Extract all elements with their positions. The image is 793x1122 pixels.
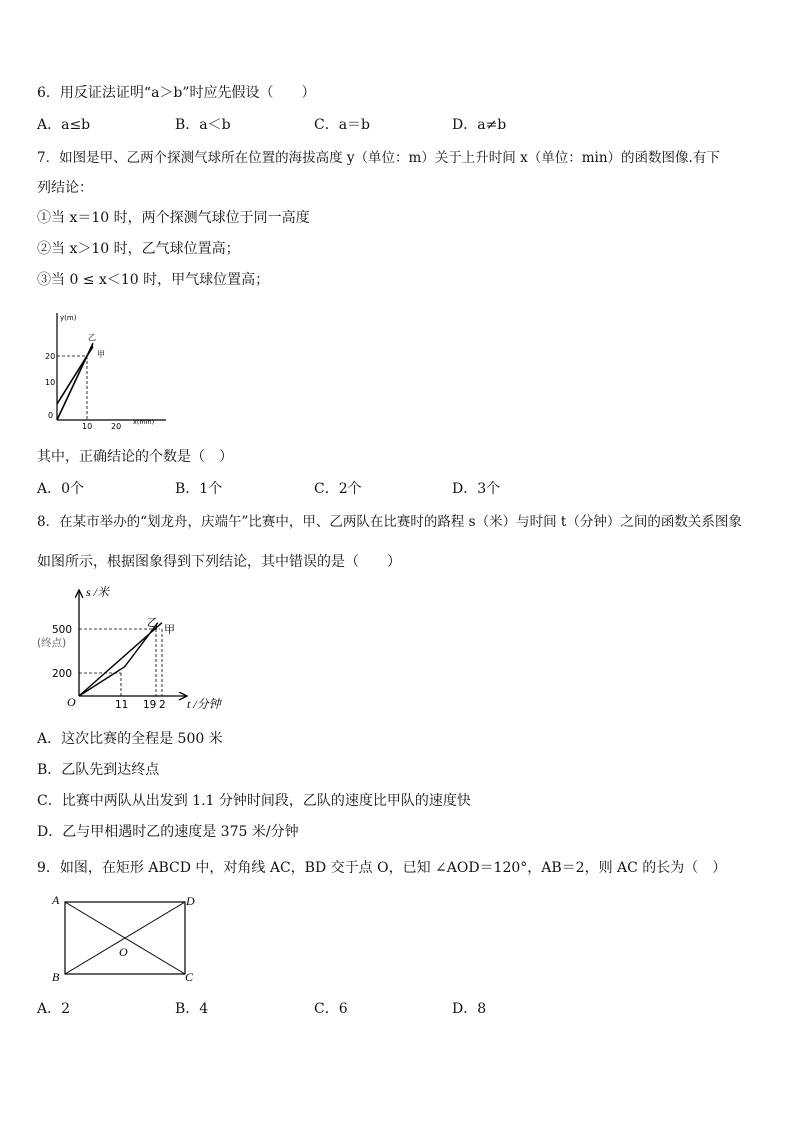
q7-label-yi: 乙 <box>88 333 96 342</box>
q7-y-axis-label: y(m) <box>60 314 77 322</box>
q8-y-axis-label: s /米 <box>86 585 110 599</box>
q7-option-d: D．3个 <box>452 481 501 497</box>
q9-option-b: B．4 <box>175 1001 209 1017</box>
q8-option-a: A．这次比赛的全程是 500 米 <box>37 731 223 747</box>
q7-stem-line2: 列结论： <box>37 180 93 196</box>
q8-x-tick-19: 19 <box>143 699 157 711</box>
q7-line-jia <box>57 343 93 420</box>
q9-rectangle-figure <box>48 890 208 985</box>
q7-x-tick-20: 20 <box>111 422 122 430</box>
q9-stem: 9．如图，在矩形 ABCD 中，对角线 AC，BD 交于点 O，已知 ∠AOD＝120°，AB＝2，则 AC 的长为（ ） <box>37 860 727 876</box>
q9-option-a: A．2 <box>37 1001 71 1017</box>
q9-option-c: C．6 <box>314 1001 348 1017</box>
q7-balloon-graph <box>38 305 178 430</box>
q7-stem-line1: 7．如图是甲、乙两个探测气球所在位置的海拔高度 y（单位：m）关于上升时间 x（单位：min）的函数图像.有下 <box>37 150 720 166</box>
q8-endpoint-note: (终点) <box>37 637 67 649</box>
q8-stem-line1: 8．在某市举办的“划龙舟，庆端午”比赛中，甲、乙两队在比赛时的路程 s（米）与时间 t（分钟）之间的函数关系图象 <box>37 514 742 530</box>
q8-option-c: C．比赛中两队从出发到 1.1 分钟时间段，乙队的速度比甲队的速度快 <box>37 793 471 809</box>
q9-vertex-d: D <box>186 894 195 908</box>
q7-statement-1: ①当 x＝10 时，两个探测气球位于同一高度 <box>37 210 310 226</box>
q7-label-jia: 甲 <box>97 350 105 359</box>
q7-y-tick-10: 10 <box>45 378 56 387</box>
q8-origin-label: O <box>67 695 76 709</box>
q8-stem-line2: 如图所示，根据图象得到下列结论，其中错误的是（ ） <box>37 554 401 570</box>
q6-stem: 6．用反证法证明“a＞b”时应先假设（ ） <box>37 85 316 101</box>
q8-label-jia: 甲 <box>164 623 175 636</box>
q7-origin-label: 0 <box>48 411 54 420</box>
q8-label-yi: 乙 <box>147 616 158 629</box>
q8-x-tick-2: 2 <box>159 699 166 711</box>
q7-y-tick-20: 20 <box>45 352 56 361</box>
q7-option-c: C．2个 <box>314 481 362 497</box>
q9-vertex-b: B <box>52 970 60 984</box>
q9-center-o: O <box>119 945 128 959</box>
q8-option-d: D．乙与甲相遇时乙的速度是 375 米/分钟 <box>37 824 299 840</box>
q8-y-tick-500: 500 <box>52 624 73 636</box>
q8-y-tick-200: 200 <box>52 668 73 680</box>
q6-option-d: D．a≠b <box>452 117 507 133</box>
q8-x-axis-label: t /分钟 <box>187 697 221 711</box>
q9-vertex-c: C <box>185 970 194 984</box>
q7-statement-2: ②当 x＞10 时，乙气球位置高； <box>37 241 240 257</box>
q7-option-b: B．1个 <box>175 481 223 497</box>
q7-x-tick-10: 10 <box>82 422 93 430</box>
q9-option-d: D．8 <box>452 1001 487 1017</box>
q7-question: 其中，正确结论的个数是（ ） <box>37 449 233 465</box>
q7-statement-3: ③当 0 ≤ x＜10 时，甲气球位置高； <box>37 272 270 288</box>
q7-option-a: A．0个 <box>37 481 85 497</box>
q6-option-a: A．a≤b <box>37 117 91 133</box>
q6-option-c: C．a＝b <box>314 117 371 133</box>
q8-line-jia <box>79 623 162 696</box>
q6-option-b: B．a＜b <box>175 117 231 133</box>
q8-race-graph <box>35 584 230 714</box>
q8-option-b: B．乙队先到达终点 <box>37 762 160 778</box>
q9-vertex-a: A <box>52 893 60 907</box>
q8-x-tick-11: 11 <box>115 699 129 711</box>
q7-x-axis-label: x(min) <box>133 418 155 426</box>
